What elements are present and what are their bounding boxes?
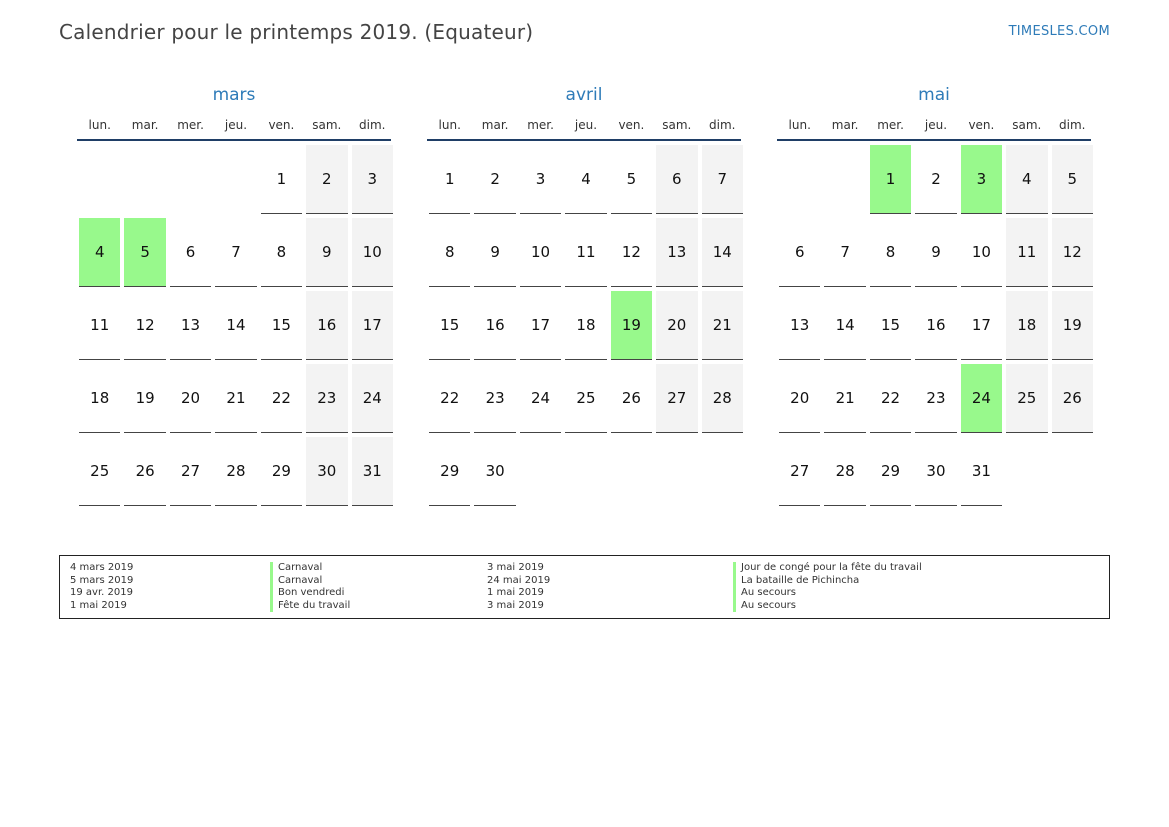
day-cell: 20 <box>656 291 697 360</box>
legend-holiday-name: Carnaval <box>270 575 350 588</box>
empty-cell <box>702 437 743 505</box>
empty-cell <box>124 145 165 213</box>
day-cell: 24 <box>961 364 1002 433</box>
day-cell: 1 <box>429 145 470 214</box>
legend-holiday-name: Bon vendredi <box>270 587 350 600</box>
weekday-label: dim. <box>359 118 386 132</box>
legend-names-right <box>733 562 922 612</box>
day-cell: 9 <box>915 218 956 287</box>
day-cell: 10 <box>520 218 561 287</box>
day-cell: 7 <box>824 218 865 287</box>
day-cell: 10 <box>352 218 393 287</box>
empty-cell <box>520 437 561 505</box>
day-cell: 17 <box>520 291 561 360</box>
day-cell: 18 <box>79 364 120 433</box>
day-cell: 26 <box>611 364 652 433</box>
day-cell: 24 <box>352 364 393 433</box>
day-cell: 30 <box>915 437 956 506</box>
day-cell: 2 <box>306 145 347 214</box>
empty-cell <box>611 437 652 505</box>
legend-holiday-name: Au secours <box>733 600 922 613</box>
day-cell: 8 <box>870 218 911 287</box>
day-cell: 2 <box>474 145 515 214</box>
day-cell: 22 <box>429 364 470 433</box>
day-cell: 4 <box>1006 145 1047 214</box>
weekday-label: jeu. <box>924 118 948 132</box>
day-cell: 15 <box>870 291 911 360</box>
day-cell: 12 <box>611 218 652 287</box>
month-mars <box>77 84 391 510</box>
day-cell: 14 <box>215 291 256 360</box>
weekday-header <box>427 116 741 134</box>
day-cell: 5 <box>124 218 165 287</box>
day-grid <box>777 145 1091 510</box>
day-cell: 6 <box>779 218 820 287</box>
weekday-label: mer. <box>527 118 554 132</box>
day-cell: 16 <box>915 291 956 360</box>
day-cell: 22 <box>261 364 302 433</box>
day-cell: 21 <box>215 364 256 433</box>
weekday-label: ven. <box>618 118 645 132</box>
weekday-label: lun. <box>88 118 111 132</box>
legend-names-left <box>270 562 350 612</box>
day-cell: 29 <box>870 437 911 506</box>
day-cell: 20 <box>779 364 820 433</box>
day-cell: 28 <box>215 437 256 506</box>
day-cell: 19 <box>611 291 652 360</box>
day-cell: 29 <box>261 437 302 506</box>
legend-date: 1 mai 2019 <box>487 587 544 598</box>
empty-cell <box>1006 437 1047 505</box>
weekday-label: mer. <box>877 118 904 132</box>
month-title: mai <box>918 85 950 105</box>
month-title: avril <box>565 85 603 105</box>
day-cell: 5 <box>611 145 652 214</box>
weekday-label: sam. <box>312 118 342 132</box>
legend-date: 19 avr. 2019 <box>70 587 133 598</box>
day-cell: 21 <box>702 291 743 360</box>
day-grid <box>427 145 741 510</box>
header-rule <box>427 139 741 141</box>
day-cell: 31 <box>352 437 393 506</box>
day-cell: 9 <box>306 218 347 287</box>
day-cell: 30 <box>306 437 347 506</box>
day-cell: 27 <box>779 437 820 506</box>
day-cell: 26 <box>124 437 165 506</box>
weekday-header <box>77 116 391 134</box>
weekday-label: jeu. <box>224 118 248 132</box>
day-cell: 6 <box>656 145 697 214</box>
weekday-label: ven. <box>968 118 995 132</box>
weekday-label: mar. <box>831 118 859 132</box>
day-cell: 10 <box>961 218 1002 287</box>
empty-cell <box>779 145 820 213</box>
day-cell: 14 <box>702 218 743 287</box>
legend-holiday-name: La bataille de Pichincha <box>733 575 922 588</box>
day-cell: 19 <box>1052 291 1093 360</box>
day-cell: 25 <box>565 364 606 433</box>
day-cell: 13 <box>170 291 211 360</box>
day-cell: 22 <box>870 364 911 433</box>
day-cell: 6 <box>170 218 211 287</box>
weekday-label: mar. <box>131 118 159 132</box>
header-rule <box>777 139 1091 141</box>
day-cell: 11 <box>565 218 606 287</box>
weekday-header <box>777 116 1091 134</box>
page-title: Calendrier pour le printemps 2019. (Equateur) <box>59 20 534 44</box>
day-cell: 12 <box>1052 218 1093 287</box>
empty-cell <box>824 145 865 213</box>
weekday-label: jeu. <box>574 118 598 132</box>
day-cell: 11 <box>79 291 120 360</box>
day-cell: 18 <box>1006 291 1047 360</box>
day-cell: 26 <box>1052 364 1093 433</box>
day-cell: 11 <box>1006 218 1047 287</box>
legend-holiday-name: Fête du travail <box>270 600 350 613</box>
day-cell: 17 <box>352 291 393 360</box>
day-cell: 3 <box>520 145 561 214</box>
day-cell: 8 <box>261 218 302 287</box>
day-cell: 20 <box>170 364 211 433</box>
day-cell: 19 <box>124 364 165 433</box>
legend-dates-right <box>487 562 550 612</box>
day-cell: 9 <box>474 218 515 287</box>
legend-holiday-name: Carnaval <box>270 562 350 575</box>
header-rule <box>77 139 391 141</box>
day-cell: 18 <box>565 291 606 360</box>
day-cell: 28 <box>824 437 865 506</box>
empty-cell <box>656 437 697 505</box>
day-cell: 28 <box>702 364 743 433</box>
brand-link[interactable]: TIMESLES.COM <box>1008 24 1110 39</box>
day-cell: 7 <box>215 218 256 287</box>
weekday-label: lun. <box>788 118 811 132</box>
day-cell: 25 <box>1006 364 1047 433</box>
empty-cell <box>565 437 606 505</box>
weekday-label: sam. <box>662 118 692 132</box>
legend-date: 4 mars 2019 <box>70 562 134 573</box>
weekday-label: lun. <box>438 118 461 132</box>
day-cell: 4 <box>79 218 120 287</box>
legend-holiday-name: Au secours <box>733 587 922 600</box>
empty-cell <box>1052 437 1093 505</box>
day-cell: 16 <box>306 291 347 360</box>
day-grid <box>77 145 391 510</box>
day-cell: 12 <box>124 291 165 360</box>
weekday-label: dim. <box>709 118 736 132</box>
day-cell: 1 <box>870 145 911 214</box>
day-cell: 2 <box>915 145 956 214</box>
day-cell: 5 <box>1052 145 1093 214</box>
day-cell: 27 <box>656 364 697 433</box>
day-cell: 15 <box>429 291 470 360</box>
legend-date: 3 mai 2019 <box>487 599 544 611</box>
day-cell: 4 <box>565 145 606 214</box>
day-cell: 23 <box>474 364 515 433</box>
day-cell: 8 <box>429 218 470 287</box>
day-cell: 1 <box>261 145 302 214</box>
day-cell: 23 <box>915 364 956 433</box>
day-cell: 31 <box>961 437 1002 506</box>
empty-cell <box>170 145 211 213</box>
day-cell: 14 <box>824 291 865 360</box>
holiday-legend <box>59 555 1110 619</box>
day-cell: 23 <box>306 364 347 433</box>
day-cell: 13 <box>779 291 820 360</box>
month-avril <box>427 84 741 510</box>
day-cell: 29 <box>429 437 470 506</box>
day-cell: 3 <box>961 145 1002 214</box>
day-cell: 17 <box>961 291 1002 360</box>
weekday-label: mar. <box>481 118 509 132</box>
day-cell: 24 <box>520 364 561 433</box>
legend-date: 1 mai 2019 <box>70 599 127 611</box>
weekday-label: ven. <box>268 118 295 132</box>
day-cell: 16 <box>474 291 515 360</box>
legend-date: 3 mai 2019 <box>487 562 544 573</box>
day-cell: 7 <box>702 145 743 214</box>
legend-holiday-name: Jour de congé pour la fête du travail <box>733 562 922 575</box>
weekday-label: sam. <box>1012 118 1042 132</box>
empty-cell <box>79 145 120 213</box>
empty-cell <box>215 145 256 213</box>
day-cell: 13 <box>656 218 697 287</box>
legend-dates-left <box>70 562 133 612</box>
legend-date: 5 mars 2019 <box>70 574 134 586</box>
day-cell: 30 <box>474 437 515 506</box>
day-cell: 15 <box>261 291 302 360</box>
day-cell: 27 <box>170 437 211 506</box>
month-mai <box>777 84 1091 510</box>
day-cell: 25 <box>79 437 120 506</box>
day-cell: 21 <box>824 364 865 433</box>
weekday-label: mer. <box>177 118 204 132</box>
weekday-label: dim. <box>1059 118 1086 132</box>
day-cell: 3 <box>352 145 393 214</box>
legend-date: 24 mai 2019 <box>487 574 551 586</box>
month-title: mars <box>212 85 256 105</box>
